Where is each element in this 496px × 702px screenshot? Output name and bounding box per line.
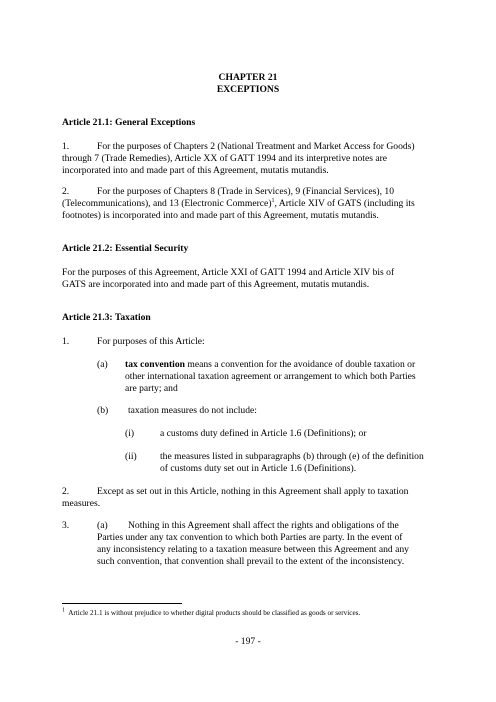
footnote-separator bbox=[62, 603, 182, 604]
chapter-title: CHAPTER 21 bbox=[218, 72, 278, 83]
a213-p2-line: Except as set out in this Article, nothing in this Agreement shall apply to taxation bbox=[97, 486, 409, 497]
footnote-text: Article 21.1 is without prejudice to whether digital products should be classified as goods or services. bbox=[68, 609, 361, 617]
a213-p2-number: 2. bbox=[62, 486, 70, 497]
a211-p2-line: footnotes) is incorporated into and made part of this Agreement, mutatis mutandis. bbox=[62, 210, 379, 221]
a211-p2-line bbox=[62, 198, 415, 210]
a213-ii-label: (ii) bbox=[125, 451, 137, 462]
article-21-3-heading: Article 21.3: Taxation bbox=[62, 312, 151, 323]
footnote-number: 1 bbox=[62, 607, 65, 614]
chapter-subtitle: EXCEPTIONS bbox=[216, 84, 280, 95]
a213-p3-line: Nothing in this Agreement shall affect the rights and obligations of the bbox=[128, 520, 399, 531]
a213-ii-line: of customs duty set out in Article 1.6 (Definitions). bbox=[160, 463, 357, 474]
article-21-2-heading: Article 21.2: Essential Security bbox=[62, 243, 189, 254]
a213-p3-line: Parties under any tax convention to which both Parties are party. In the event of bbox=[97, 532, 403, 543]
a213-ii-line: the measures listed in subparagraphs (b) through (e) of the definition bbox=[160, 451, 424, 462]
article-21-1-heading: Article 21.1: General Exceptions bbox=[62, 117, 196, 128]
a213-p2-line: measures. bbox=[62, 498, 101, 509]
a213-a-line bbox=[125, 359, 415, 371]
a213-p3-number: 3. bbox=[62, 520, 70, 531]
a213-a-text: means a convention for the avoidance of double taxation or bbox=[184, 359, 416, 370]
a213-a-line: other international taxation agreement or arrangement to which both Parties bbox=[125, 371, 416, 382]
footnote-ref: 1 bbox=[271, 197, 275, 204]
a212-line: GATS are incorporated into and made part of this Agreement, mutatis mutandis. bbox=[62, 279, 370, 290]
a213-p3-line: such convention, that convention shall prevail to the extent of the inconsistency. bbox=[97, 556, 405, 567]
a213-a-label: (a) bbox=[97, 359, 108, 370]
a211-p1-line: through 7 (Trade Remedies), Article XX of GATT 1994 and its interpretive notes are bbox=[62, 153, 388, 164]
a213-b-text: taxation measures do not include: bbox=[128, 405, 257, 416]
a213-i-label: (i) bbox=[125, 428, 135, 439]
a213-p1-text: For purposes of this Article: bbox=[97, 336, 205, 347]
a211-p1-line: For the purposes of Chapters 2 (National Treatment and Market Access for Goods) bbox=[97, 141, 415, 152]
a212-line: For the purposes of this Agreement, Article XXI of GATT 1994 and Article XIV bis of bbox=[62, 267, 395, 278]
a211-p1-line: incorporated into and made part of this Agreement, mutatis mutandis. bbox=[62, 165, 329, 176]
a211-p2-text: , Article XIV of GATS (including its bbox=[274, 198, 415, 209]
a213-p1-number: 1. bbox=[62, 336, 70, 347]
defined-term: tax convention bbox=[125, 359, 185, 370]
a213-i-text: a customs duty defined in Article 1.6 (Definitions); or bbox=[160, 428, 367, 439]
a211-p2-number: 2. bbox=[62, 186, 70, 197]
footnote bbox=[62, 609, 360, 618]
a211-p2-text: (Telecommunications), and 13 (Electronic Commerce) bbox=[62, 198, 272, 209]
a211-p1-number: 1. bbox=[62, 141, 70, 152]
a213-a-line: are party; and bbox=[125, 383, 178, 394]
a213-p3-a-label: (a) bbox=[97, 520, 108, 531]
page-number: - 197 - bbox=[235, 636, 261, 647]
a211-p2-line: For the purposes of Chapters 8 (Trade in Services), 9 (Financial Services), 10 bbox=[97, 186, 394, 197]
a213-p3-line: any inconsistency relating to a taxation measure between this Agreement and any bbox=[97, 544, 409, 555]
a213-b-label: (b) bbox=[97, 405, 109, 416]
